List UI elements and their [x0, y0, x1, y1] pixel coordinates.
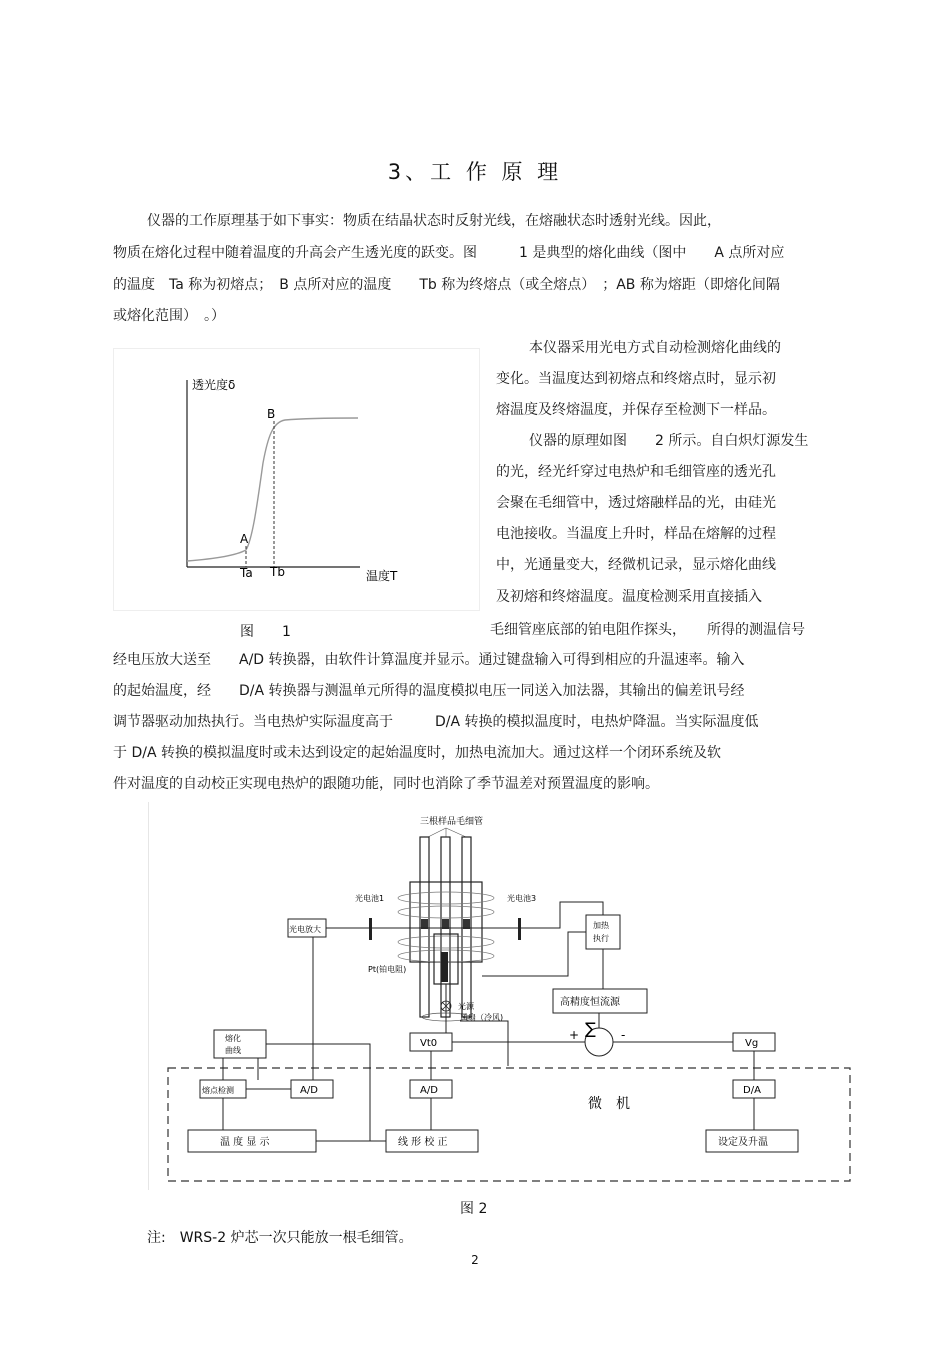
heating-coil	[398, 906, 494, 918]
plus-sign: +	[569, 1028, 580, 1042]
curve-feedback-line	[266, 1044, 386, 1141]
intro-line: 物质在熔化过程中随着温度的升高会产生透光度的跃变。图 1 是典型的熔化曲线（图中 A 点所对应	[113, 245, 785, 261]
heater-output-line	[482, 932, 586, 976]
tube-pointer	[446, 828, 466, 837]
side-line: 熔温度及终熔温度，并保存至检测下一样品。	[496, 402, 776, 418]
side-line: 及初熔和终熔温度。温度检测采用直接插入	[496, 589, 762, 605]
ad-2-label: A/D	[420, 1085, 438, 1096]
current-source-label: 高精度恒流源	[560, 997, 620, 1008]
side-line: 本仪器采用光电方式自动检测熔化曲线的	[529, 340, 781, 356]
note: 注: WRS-2 炉芯一次只能放一根毛细管。	[147, 1230, 413, 1246]
vt0-label: Vt0	[420, 1038, 438, 1049]
photocell-1-label: 光电池1	[355, 894, 385, 903]
continued-line: 调节器驱动加热执行。当电热炉实际温度高于 D/A 转换的模拟温度时，电热炉降温。当实际温度低	[113, 714, 759, 730]
side-line: 变化。当温度达到初熔点和终熔点时，显示初	[496, 371, 776, 387]
side-line: 电池接收。当温度上升时，样品在熔解的过程	[496, 526, 776, 542]
setup-heating-label: 设定及升温	[718, 1137, 768, 1148]
intro-line: 仪器的工作原理基于如下事实：物质在结晶状态时反射光线，在熔融状态时透射光线。因此，	[147, 213, 721, 229]
heating-coil	[398, 892, 494, 904]
da-label: D/A	[743, 1085, 761, 1096]
figure-1-caption: 图 1	[240, 624, 291, 640]
pt-sensor-core	[441, 952, 448, 982]
y-axis-label: 透光度δ	[192, 378, 236, 392]
continued-line: 经电压放大送至 A/D 转换器，由软件计算温度并显示。通过键盘输入可得到相应的升温速率。输入	[113, 652, 745, 668]
summing-symbol: ∑	[585, 1019, 596, 1038]
figure-1-melting-curve	[113, 348, 483, 612]
side-line: 中，光通量变大，经微机记录，显示熔化曲线	[496, 557, 776, 573]
melt-curve-label-1: 熔化	[225, 1034, 241, 1043]
ta-tick-label: Ta	[240, 566, 253, 580]
temp-display-label: 温 度 显 示	[220, 1137, 270, 1148]
intro-line: 或熔化范围） 。）	[113, 308, 225, 324]
pt-label: Pt(铂电阻)	[368, 965, 407, 974]
continued-line: 于 D/A 转换的模拟温度时或未达到设定的起始温度时，加热电流加大。通过这样一个闭环系统及软	[113, 745, 721, 761]
tb-tick-label: Tb	[270, 565, 285, 579]
page-number: 2	[471, 1253, 479, 1267]
heater-label-1: 加热	[593, 921, 609, 930]
tube-pointer	[428, 828, 446, 837]
tubes-label: 三根样品毛细管	[420, 817, 484, 827]
microcomputer-label: 微 机	[588, 1096, 630, 1112]
minus-sign: -	[621, 1028, 626, 1042]
melting-curve	[187, 418, 358, 561]
melt-curve-label-2: 曲线	[225, 1046, 241, 1055]
continued-line: 件对温度的自动校正实现电热炉的跟随功能，同时也消除了季节温差对预置温度的影响。	[113, 776, 659, 792]
ad-1-label: A/D	[300, 1085, 318, 1096]
figure-1-frame	[114, 349, 480, 611]
side-line: 仪器的原理如图 2 所示。自白炽灯源发生	[529, 433, 809, 449]
feedback-line	[460, 1021, 508, 1066]
x-axis-label: 温度T	[366, 569, 398, 583]
fan-label: 风扇（冷风)	[460, 1013, 504, 1022]
page-title: 3、工 作 原 理	[387, 160, 563, 184]
point-a-label: A	[240, 532, 249, 546]
side-line: 的光，经光纤穿过电热炉和毛细管座的透光孔	[496, 464, 776, 480]
figure-2-caption: 图 2	[460, 1201, 488, 1217]
photocell-3-label: 光电池3	[507, 894, 537, 903]
vg-label: Vg	[745, 1038, 759, 1049]
melting-point-detect-label: 熔点检测	[202, 1086, 234, 1095]
intro-line: 的温度 Ta 称为初熔点； B 点所对应的温度 Tb 称为终熔点（或全熔点） ；AB 称为熔距（即熔化间隔	[113, 277, 780, 293]
photo-amp-label: 光电放大	[289, 925, 321, 934]
light-source-label: 光源	[458, 1002, 474, 1011]
side-line: 会聚在毛细管中，透过熔融样品的光，由硅光	[496, 495, 776, 511]
linear-correction-label: 线 形 校 正	[398, 1137, 448, 1148]
photocell-1	[369, 918, 372, 940]
figure-2-block-diagram	[148, 802, 856, 1190]
photocell-3	[518, 918, 521, 940]
continued-line: 的起始温度，经 D/A 转换器与测温单元所得的温度模拟电压一同送入加法器，其输出的偏差讯号经	[113, 683, 745, 699]
continued-line: 毛细管座底部的铂电阻作探头， 所得的测温信号	[490, 622, 805, 638]
heater-label-2: 执行	[593, 934, 609, 943]
point-b-label: B	[267, 407, 276, 421]
heating-coil	[398, 936, 494, 948]
